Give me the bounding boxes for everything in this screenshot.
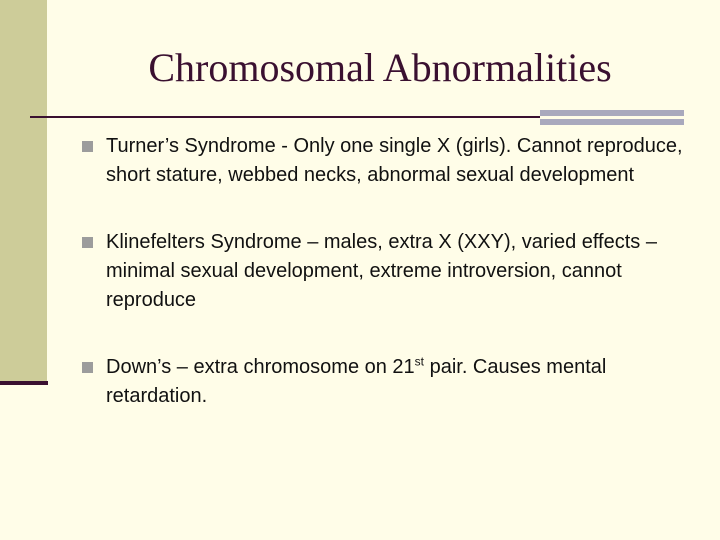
bullet-turners-syndrome <box>80 132 690 190</box>
left-decorative-band <box>0 0 47 383</box>
square-bullet-icon <box>82 237 93 248</box>
slide-title: Chromosomal Abnormalities <box>148 45 612 90</box>
bullet-superscript: st <box>414 354 425 369</box>
bullet-klinefelters-syndrome <box>80 228 690 315</box>
bullet-downs-syndrome <box>80 353 690 411</box>
title-divider-accent-bottom <box>540 119 684 125</box>
bullet-text: Turner’s Syndrome - Only one single X (girls). Cannot reproduce, short stature, webbed necks, abnormal sexual development <box>106 135 683 186</box>
title-divider-rule <box>30 116 540 118</box>
bullet-text: Klinefelters Syndrome – males, extra X (XXY), varied effects – minimal sexual development, extreme introversion, cannot reproduce <box>106 231 657 311</box>
title-divider-accent-top <box>540 110 684 116</box>
bullet-text-after: pair. Causes mental retardation. <box>106 356 607 407</box>
square-bullet-icon <box>82 362 93 373</box>
square-bullet-icon <box>82 141 93 152</box>
left-band-rule <box>0 381 48 385</box>
bullet-text-before: Down’s – extra chromosome on 21 <box>106 356 415 378</box>
bullet-list <box>80 132 690 449</box>
